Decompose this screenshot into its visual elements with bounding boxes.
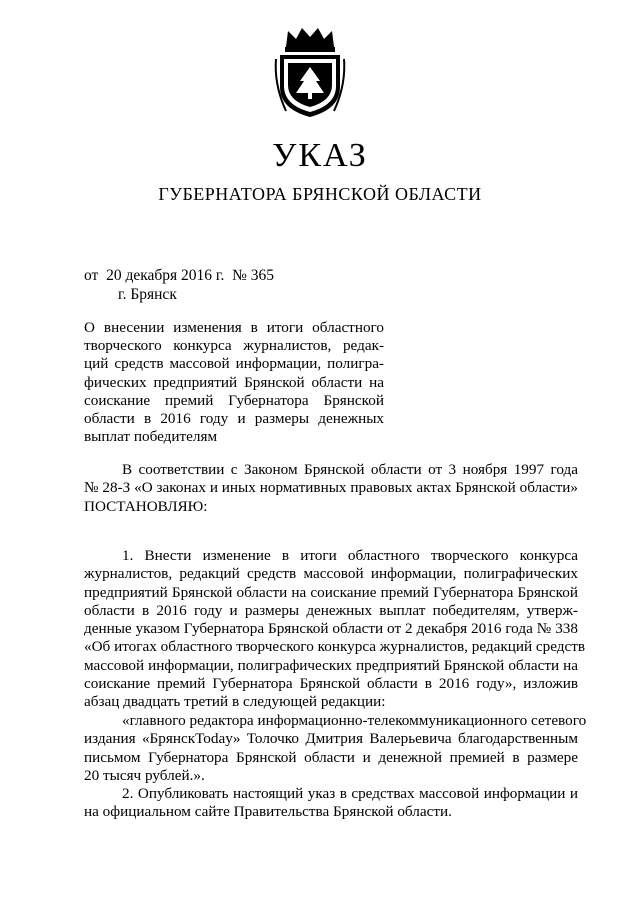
item-1-paragraph (84, 547, 586, 712)
subject-line: выплат победителям (84, 428, 218, 446)
document-title: УКАЗ (272, 137, 368, 174)
bryansk-coat-of-arms-icon (274, 25, 346, 120)
item-2-paragraph (84, 785, 578, 822)
body-line: области в 2016 году и размеры денежных выплат победителям, утверж- (84, 601, 578, 619)
body-line: 2. Опубликовать настоящий указ в средствах массовой информации и (122, 785, 578, 802)
document-subtitle: ГУБЕРНАТОРА БРЯНСКОЙ ОБЛАСТИ (158, 184, 482, 204)
subject-line: соискание премий Губернатора Брянской (84, 391, 384, 409)
subject-line: О внесении изменения в итоги областного (84, 319, 384, 336)
body-line: издания «БрянскToday» Толочко Дмитрия Валерьевича благодарственным (84, 730, 578, 748)
subject-line: фических предприятий Брянской области на (84, 373, 384, 391)
body-line: предприятий Брянской области на соискание премий Губернатора Брянской (84, 583, 578, 601)
decree-date-number: от 20 декабря 2016 г. № 365 (84, 267, 275, 284)
quote-paragraph (84, 712, 587, 785)
body-line: ПОСТАНОВЛЯЮ: (84, 497, 208, 515)
subject-line: творческого конкурса журналистов, редак- (84, 337, 384, 355)
decree-city: г. Брянск (118, 286, 177, 303)
preamble-paragraph (84, 461, 578, 516)
decree-subject (84, 319, 384, 446)
body-line: массовой информации, полиграфических предприятий Брянской области на (84, 656, 578, 674)
body-line: денные указом Губернатора Брянской области от 2 декабря 2016 года № 338 (84, 620, 578, 638)
body-line: 1. Внести изменение в итоги областного творческого конкурса (122, 547, 578, 564)
body-line: В соответствии с Законом Брянской области от 3 ноября 1997 года (122, 461, 578, 478)
body-line: 20 тысяч рублей.». (84, 766, 205, 784)
subject-line: ций средств массовой информации, полигра- (84, 355, 384, 373)
body-line: «Об итогах областного творческого конкурса журналистов, редакций средств (84, 638, 586, 656)
body-line: на официальном сайте Правительства Брянской области. (84, 803, 452, 821)
subject-line: области в 2016 году и размеры денежных (84, 410, 384, 428)
body-line: соискание премий Губернатора Брянской области в 2016 году», изложив (84, 675, 578, 693)
body-line: абзац двадцать третий в следующей редакции: (84, 693, 386, 711)
body-line: № 28-З «О законах и иных нормативных правовых актах Брянской области» (84, 479, 578, 497)
body-line: журналистов, редакций средств массовой информации, полиграфических (84, 565, 578, 583)
body-line: письмом Губернатора Брянской области и денежной премией в размере (84, 748, 578, 766)
body-line: «главного редактора информационно-телекоммуникационного сетевого (122, 712, 587, 729)
